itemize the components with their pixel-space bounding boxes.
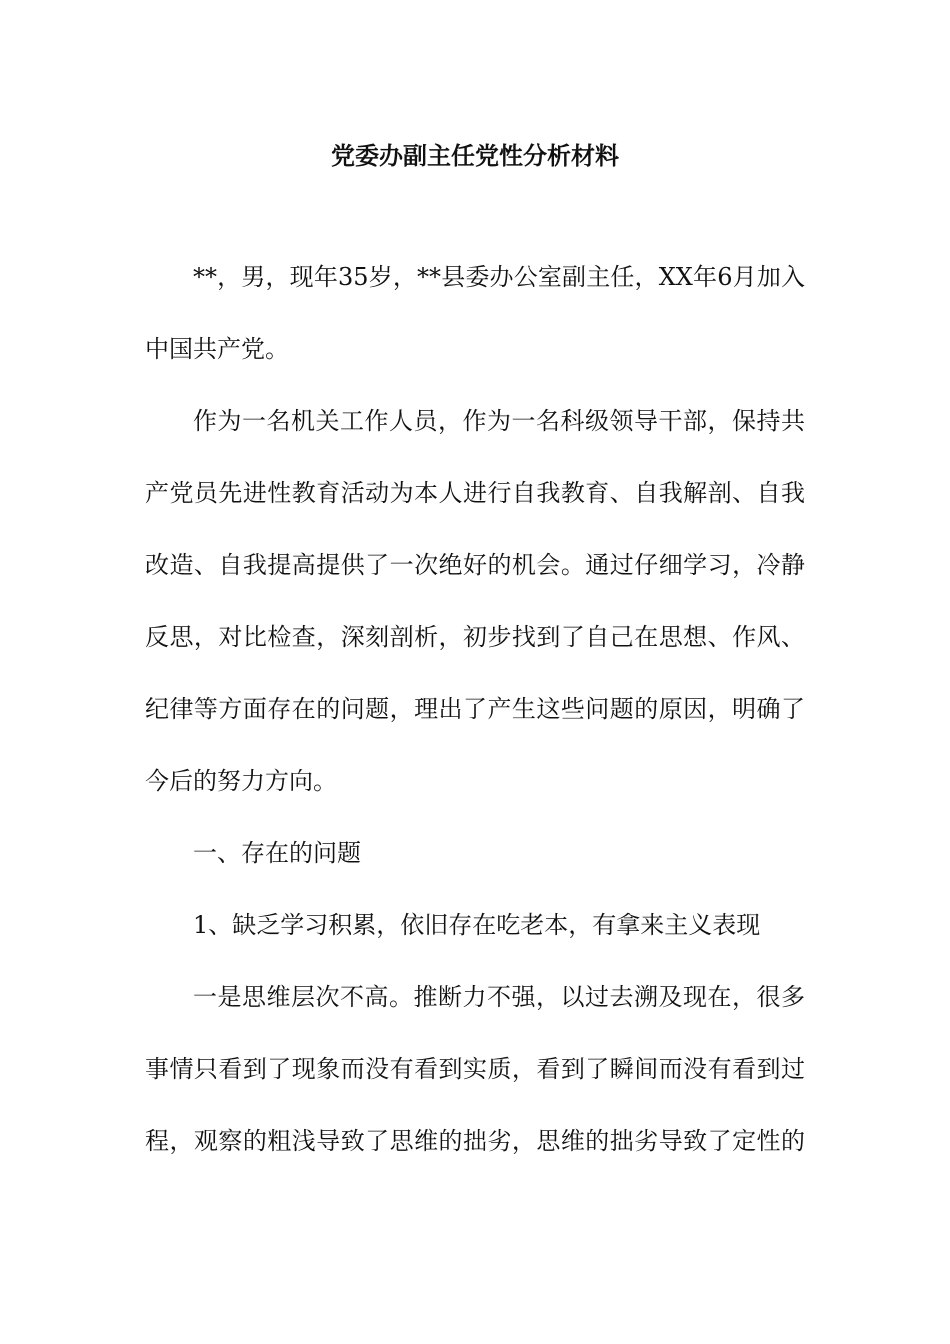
paragraph-line: 反思，对比检查，深刻剖析，初步找到了自己在思想、作风、 [145, 623, 805, 651]
paragraph-line: 作为一名机关工作人员，作为一名科级领导干部，保持共 [193, 407, 805, 435]
paragraph-line: 程，观察的粗浅导致了思维的拙劣，思维的拙劣导致了定性的 [145, 1127, 805, 1155]
document-title: 党委办副主任党性分析材料 [331, 141, 619, 170]
paragraph-line: 产党员先进性教育活动为本人进行自我教育、自我解剖、自我 [145, 479, 805, 507]
paragraph-line: 改造、自我提高提供了一次绝好的机会。通过仔细学习，冷静 [145, 551, 805, 579]
section-heading: 一、存在的问题 [193, 839, 361, 867]
paragraph-line: 事情只看到了现象而没有看到实质，看到了瞬间而没有看到过 [145, 1055, 805, 1083]
document-body [145, 256, 805, 1192]
paragraph-line: 纪律等方面存在的问题，理出了产生这些问题的原因，明确了 [145, 695, 805, 723]
paragraph-line: 中国共产党。 [145, 335, 289, 363]
paragraph-line: 一是思维层次不高。推断力不强，以过去溯及现在，很多 [193, 983, 805, 1011]
paragraph-line: 今后的努力方向。 [145, 767, 337, 795]
subsection-heading: 1、缺乏学习积累，依旧存在吃老本，有拿来主义表现 [193, 911, 761, 939]
paragraph-line: **，男，现年35岁，**县委办公室副主任，XX年6月加入 [193, 263, 805, 291]
